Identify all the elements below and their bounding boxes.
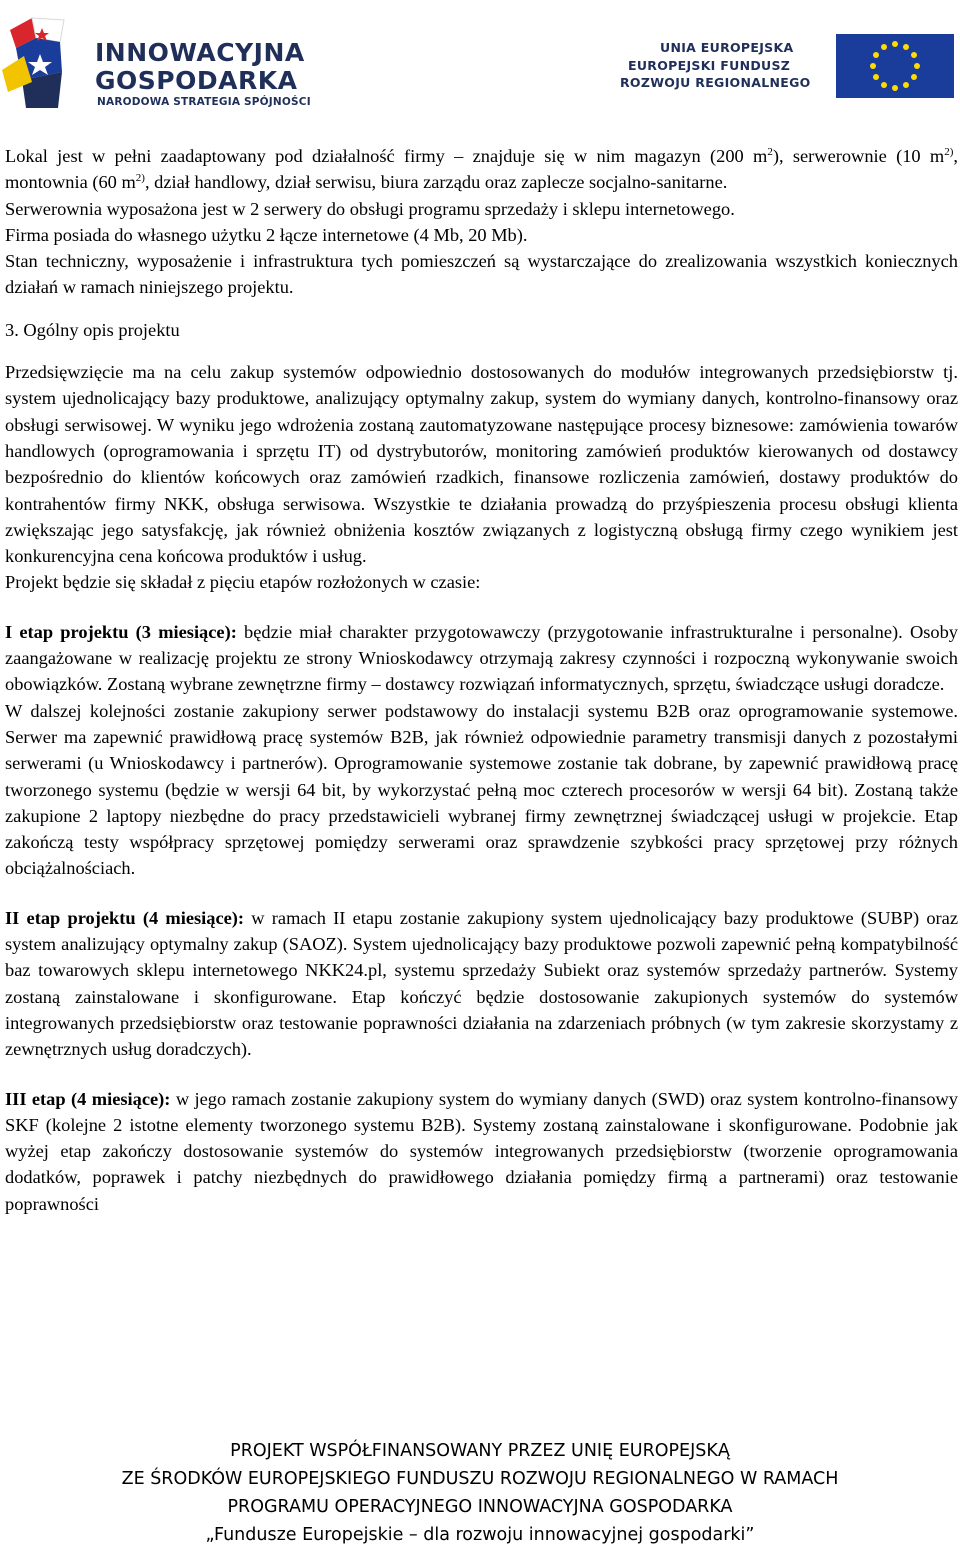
p1-sup-2: 2) [944, 146, 954, 158]
p1-sup-3: 2) [135, 172, 145, 185]
p1-text-a: Lokal jest w pełni zaadaptowany pod działalność firmy – znajduje się w nim magazyn (200 m [5, 146, 768, 166]
footer-line2: ZE ŚRODKÓW EUROPEJSKIEGO FUNDUSZU ROZWOJU REGIONALNEGO W RAMACH [121, 1469, 839, 1489]
p1-text-c: , montownia (60 m [5, 146, 958, 193]
paragraph-stages-intro: Projekt będzie się składał z pięciu etapów rozłożonych w czasie: [5, 572, 481, 593]
logo-title-line1: INNOWACYJNA [95, 38, 305, 67]
paragraph-server-room: Serwerownia wyposażona jest w 2 serwery do obsługi programu sprzedaży i sklepu internetowego. [5, 198, 735, 219]
stage-1-label: I etap projektu (3 miesiące): [5, 621, 237, 642]
paragraph-project-description: Przedsięwzięcie ma na celu zakup systemów odpowiednio dostosowanych do modułów integrowanych przedsiębiorstw tj. system ujednolicający bazy produktowe, analizujący optymalny zakup, system do wymiany danych, kontrolno-finansowy oraz obsługi serwisowej. W wyniku jego wdrożenia zostaną zautomatyzowane następujące procesy biznesowe: zamówienia towarów handlowych (oprogramowania i sprzętu IT) od dystrybutorów, monitoring zamówień produktów kierowanych od dostawcy bezpośrednio do klientów końcowych oraz zamówień rzadkich, finansowe rozliczenia zamówień, dostawy produktów do kontrahentów firmy NKK, obsługa serwisowa. Wszystkie te działania prowadzą do przyśpieszenia procesu obsługi klienta zwiększając jego satysfakcję, jak również obniżenia kosztów związanych z logistyczną obsługą firmy czego wynikiem jest konkurencyjna cena końcowa produktów i usług. [5, 362, 958, 567]
logo-emblem-icon [2, 10, 92, 110]
p1-sup-1: 2 [767, 146, 773, 158]
footer-line3: PROGRAMU OPERACYJNEGO INNOWACYJNA GOSPODARKA [227, 1497, 733, 1517]
paragraph-stage-2 [5, 905, 958, 1063]
eu-logo [610, 30, 955, 102]
stage-3-text: w jego ramach zostanie zakupiony system do wymiany danych (SWD) oraz system kontrolno-finansowy SKF (kolejne 2 istotne elementy tworzonego systemu B2B). Systemy zostaną zainstalowane i skonfigurowane. Podobnie jak wyżej etap zakończy dostosowanie systemów do systemów integrowanych przedsiębiorstw (tworzenie oprogramowania dodatków, poprawek i patchy niezbędnych do prawidłowego działania pomiędzy firmą a partnerami) oraz testowanie poprawności [5, 1088, 958, 1214]
section-heading: 3. Ogólny opis projektu [5, 319, 180, 340]
stage-1-text: będzie miał charakter przygotowawczy (przygotowanie infrastrukturalne i personalne). Osoby zaangażowane w realizację projektu ze strony Wnioskodawcy otrzymają zakresy czynności i rozpoczną wykonywanie swoich obowiązków. Zostaną wybrane zewnętrzne firmy – dostawcy rozwiązań informatycznych, sprzętu, świadczące usługi doradcze. [5, 621, 958, 695]
eu-logo-line3: ROZWOJU REGIONALNEGO [620, 75, 811, 90]
paragraph-technical-state: Stan techniczny, wyposażenie i infrastruktura tych pomieszczeń są wystarczające do zrealizowania wszystkich koniecznych działań w ramach niniejszego projektu. [5, 251, 958, 298]
document-body [5, 143, 958, 1217]
footer-line1: PROJEKT WSPÓŁFINANSOWANY PRZEZ UNIĘ EUROPEJSKĄ [230, 1441, 730, 1461]
logo-subtitle: NARODOWA STRATEGIA SPÓJNOŚCI [97, 96, 311, 108]
innowacyjna-gospodarka-logo [2, 10, 342, 110]
footer-line4: „Fundusze Europejskie – dla rozwoju innowacyjnej gospodarki” [205, 1525, 755, 1545]
eu-logo-line2: EUROPEJSKI FUNDUSZ [628, 58, 791, 73]
paragraph-stage-3 [5, 1086, 958, 1217]
stage-3-label: III etap (4 miesiące): [5, 1088, 171, 1109]
eu-logo-line1: UNIA EUROPEJSKA [660, 40, 794, 55]
page-header [0, 0, 960, 120]
paragraph-stage-1-continued: W dalszej kolejności zostanie zakupiony serwer podstawowy do instalacji systemu B2B oraz oprogramowanie systemowe. Serwer ma zapewnić prawidłową pracę systemów B2B, jak również odpowiednie parametry transmisji danych z pozostałymi serwerami (u Wnioskodawcy i partnerów). Oprogramowanie systemowe zostanie tak dobrane, by zapewnić prawidłową pracę tworzonego systemu (będzie w wersji 64 bit, by wykorzystać pełną moc czterech procesorów w wersji 64 bit). Zostaną także zakupione 2 laptopy niezbędne do pracy przedstawicieli wybranej firmy zewnętrznej świadczącej usługi w projekcie. Etap zakończą testy współpracy sprzętowej pomiędzy serwerami oraz sprawdzenie szybkości pracy sprzętowej przy różnych obciążalnościach. [5, 700, 958, 879]
paragraph-premises [5, 143, 958, 196]
paragraph-internet: Firma posiada do własnego użytku 2 łącze internetowe (4 Mb, 20 Mb). [5, 224, 528, 245]
p1-text-d: , dział handlowy, dział serwisu, biura zarządu oraz zaplecze socjalno-sanitarne. [144, 172, 728, 193]
page-footer [0, 1437, 960, 1549]
stage-2-text: w ramach II etapu zostanie zakupiony system ujednolicający bazy produktowe (SUBP) oraz system analizujący optymalny zakup (SAOZ). System ujednolicający bazy produktowe pozwoli zapewnić pełną kompatybilność baz towarowych sklepu internetowego NKK24.pl, systemu sprzedaży Subiekt oraz systemów sprzedaży partnerów. Systemy zostaną zainstalowane i skonfigurowane. Etap kończyć będzie dostosowanie zakupionych systemów do systemów integrowanych przedsiębiorstw oraz testowanie poprawności działania na zdarzeniach próbnych (w tym zakresie skorzystamy z zewnętrznych usług doradczych). [5, 907, 958, 1060]
logo-title-line2: GOSPODARKA [95, 66, 298, 95]
eu-flag-icon [836, 34, 954, 98]
paragraph-stage-1 [5, 619, 958, 698]
stage-2-label: II etap projektu (4 miesiące): [5, 907, 245, 928]
p1-text-b: ), serwerownie (10 m [772, 146, 945, 166]
